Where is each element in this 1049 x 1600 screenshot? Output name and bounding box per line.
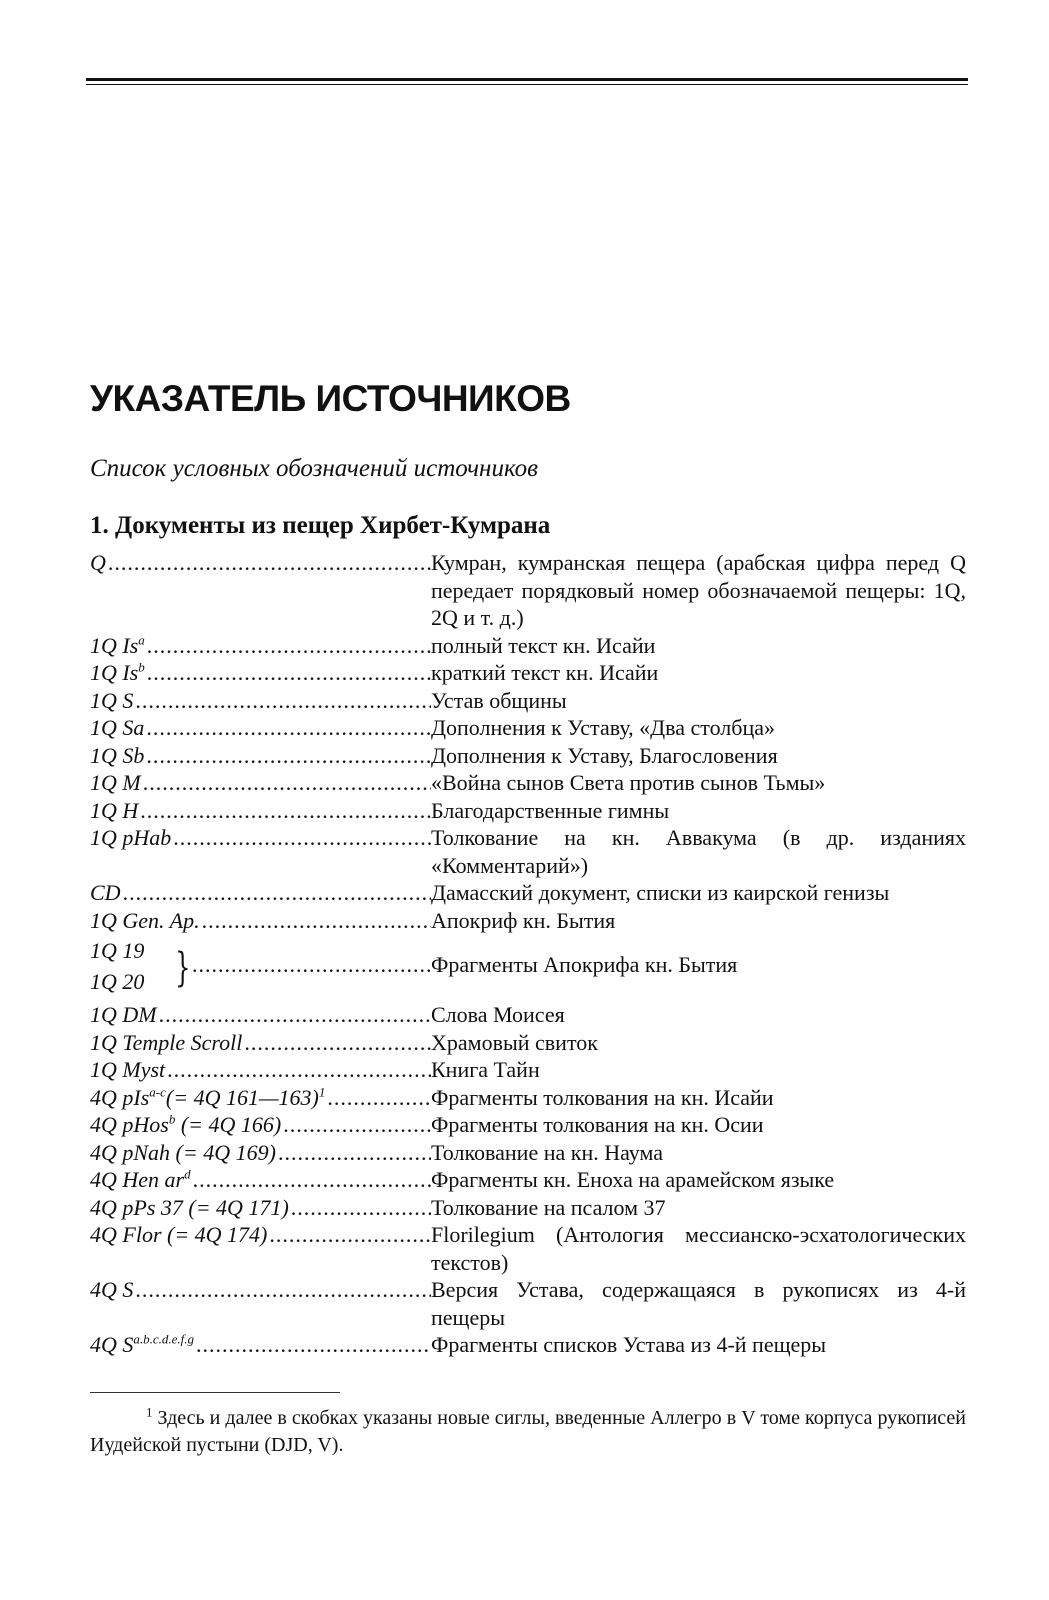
dot-leader xyxy=(291,1194,431,1222)
sigla-entry-siglum-cell xyxy=(90,1139,431,1167)
siglum-description: Florilegium (Антология мессианско-эсхатологических текстов) xyxy=(431,1222,966,1275)
sigla-entry-siglum-cell xyxy=(90,1194,431,1222)
dot-leader xyxy=(244,1029,431,1057)
siglum-text: 4Q pPs 37 (= 4Q 171) xyxy=(90,1194,289,1220)
dot-leader xyxy=(135,1276,431,1331)
page-subtitle: Список условных обозначений источников xyxy=(90,455,539,482)
siglum-description: Дамасский документ, списки из каирской генизы xyxy=(431,880,890,905)
siglum-text: 1Q H xyxy=(90,797,139,823)
sigla-entry-siglum-cell xyxy=(90,687,431,715)
sigla-entry-siglum-cell xyxy=(90,769,431,797)
siglum-description: Фрагменты толкования на кн. Осии xyxy=(431,1112,764,1137)
siglum xyxy=(90,879,123,907)
sigla-entry xyxy=(90,1111,966,1139)
siglum-description: Апокриф кн. Бытия xyxy=(431,907,616,933)
siglum-text: 1Q M xyxy=(90,770,141,795)
siglum-text: Q xyxy=(90,550,106,575)
siglum-description: Слова Моисея xyxy=(431,1002,565,1027)
siglum-description: Толкование на псалом 37 xyxy=(431,1194,666,1220)
siglum xyxy=(90,687,135,715)
siglum-superscript: b xyxy=(168,1111,176,1127)
siglum-text: 4Q pHos xyxy=(90,1112,169,1137)
siglum-text: 1Q Sb xyxy=(90,742,145,768)
siglum xyxy=(90,797,140,825)
siglum-text: 4Q Flor (= 4Q 174) xyxy=(90,1222,268,1247)
siglum-text: 4Q pNah (= 4Q 169) xyxy=(90,1139,276,1165)
siglum-text: 1Q pHab xyxy=(90,825,172,850)
siglum xyxy=(90,714,146,742)
siglum-text: 4Q Hen ar xyxy=(90,1167,185,1192)
siglum-text: 4Q pIs xyxy=(90,1084,150,1110)
sigla-entry xyxy=(90,1221,966,1276)
sigla-entry-siglum-cell xyxy=(90,1276,431,1331)
dot-leader xyxy=(146,714,431,742)
siglum-superscript: b xyxy=(138,659,145,675)
dot-leader xyxy=(278,1139,431,1167)
header-rule-thin xyxy=(86,84,968,85)
siglum-description: краткий текст кн. Исайи xyxy=(431,660,659,685)
sigla-entry xyxy=(90,1029,966,1057)
siglum-description: полный текст кн. Исайи xyxy=(431,632,656,658)
footnote-reference: 1 xyxy=(318,1084,326,1100)
sigla-entry-siglum-cell xyxy=(90,1029,431,1057)
sigla-entry xyxy=(90,797,966,825)
curly-brace: } xyxy=(175,945,191,991)
sigla-entry xyxy=(90,1001,966,1029)
dot-leader xyxy=(202,907,431,935)
siglum-description: Фрагменты списков Устава из 4-й пещеры xyxy=(431,1332,827,1357)
siglum-description: Благодарственные гимны xyxy=(431,797,670,823)
siglum-superscript: a.b.c.d.e.f.g xyxy=(133,1331,195,1347)
sigla-entry-siglum-cell xyxy=(90,937,431,999)
sigla-entry-siglum-cell xyxy=(90,1056,431,1084)
siglum-text: 1Q Is xyxy=(90,632,139,658)
sigla-entry-siglum-cell xyxy=(90,879,431,907)
dot-leader xyxy=(193,1166,431,1194)
sigla-entry xyxy=(90,907,966,935)
dot-leader xyxy=(327,1084,431,1112)
siglum xyxy=(90,632,147,660)
header-rule xyxy=(86,78,968,85)
siglum: 1Q 19 xyxy=(90,938,145,963)
sigla-entry xyxy=(90,1056,966,1084)
siglum xyxy=(90,1331,196,1359)
siglum-text: CD xyxy=(90,880,121,905)
siglum-description: Фрагменты Апокрифа кн. Бытия xyxy=(431,952,738,977)
page-title: УКАЗАТЕЛЬ ИСТОЧНИКОВ xyxy=(90,378,571,419)
dot-leader xyxy=(269,1221,431,1276)
siglum xyxy=(90,742,146,770)
siglum-description: Фрагменты кн. Еноха на арамейском языке xyxy=(431,1167,835,1192)
footnote-text: Здесь и далее в скобках указаны новые сиглы, введенные Аллегро в V томе корпуса рукописей Иудейской пустыни (DJD, V). xyxy=(90,1407,966,1456)
sigla-entry-siglum-cell xyxy=(90,714,431,742)
footnote xyxy=(90,1405,966,1459)
siglum: 1Q 20 xyxy=(90,969,145,994)
siglum xyxy=(90,1029,244,1057)
siglum xyxy=(90,659,147,687)
siglum xyxy=(90,1194,291,1222)
siglum-text: 4Q S xyxy=(90,1332,134,1357)
sigla-entry-siglum-cell xyxy=(90,1166,431,1194)
siglum-superscript: a xyxy=(138,632,145,648)
sigla-group-2 xyxy=(90,1001,966,1359)
siglum-description: Книга Тайн xyxy=(431,1057,540,1082)
sigla-entry xyxy=(90,742,966,770)
siglum-description: Толкование на кн. Аввакума (в др. изданиях «Комментарий») xyxy=(431,825,966,878)
footnote-rule xyxy=(90,1392,340,1393)
sigla-entry xyxy=(90,879,966,907)
siglum xyxy=(90,1001,159,1029)
dot-leader xyxy=(140,797,431,825)
section-heading: 1. Документы из пещер Хирбет-Кумрана xyxy=(90,512,551,539)
siglum-description: Версия Устава, содержащаяся в рукописях из 4-й пещеры xyxy=(431,1277,966,1330)
dot-leader xyxy=(192,951,431,979)
sigla-list xyxy=(90,549,966,1359)
sigla-entry-siglum-cell xyxy=(90,1084,431,1112)
sigla-entry xyxy=(90,1139,966,1167)
dot-leader xyxy=(147,632,431,660)
siglum xyxy=(90,1056,167,1084)
sigla-entry-siglum-cell xyxy=(90,632,431,660)
siglum xyxy=(90,549,108,632)
sigla-entry-siglum-cell xyxy=(90,797,431,825)
dot-leader xyxy=(135,687,431,715)
sigla-entry-brace xyxy=(90,937,966,999)
dot-leader xyxy=(123,879,431,907)
siglum xyxy=(90,1166,193,1194)
dot-leader xyxy=(173,824,431,879)
siglum-description: Дополнения к Уставу, «Два столбца» xyxy=(431,715,776,740)
dot-leader xyxy=(196,1331,431,1359)
siglum xyxy=(90,1139,278,1167)
sigla-entry-siglum-cell xyxy=(90,1331,431,1359)
siglum-text: 1Q S xyxy=(90,687,134,713)
siglum-new-number: (= 4Q 161—163) xyxy=(165,1084,319,1110)
sigla-entry xyxy=(90,1331,966,1359)
siglum xyxy=(90,1084,327,1112)
sigla-entry-siglum-cell xyxy=(90,1221,431,1276)
sigla-entry xyxy=(90,769,966,797)
siglum xyxy=(90,1111,283,1139)
siglum-description: Фрагменты толкования на кн. Исайи xyxy=(431,1084,774,1110)
sigla-entry xyxy=(90,1194,966,1222)
sigla-entry-siglum-cell xyxy=(90,1001,431,1029)
sigla-entry xyxy=(90,632,966,660)
dot-leader xyxy=(147,659,431,687)
sigla-entry-siglum-cell xyxy=(90,1111,431,1139)
siglum-new-number: (= 4Q 166) xyxy=(175,1112,282,1137)
sigla-entry xyxy=(90,714,966,742)
siglum-text: 1Q Is xyxy=(90,660,139,685)
dot-leader xyxy=(283,1111,431,1139)
siglum xyxy=(90,1221,269,1276)
sigla-group-1 xyxy=(90,549,966,934)
siglum-description: «Война сынов Света против сынов Тьмы» xyxy=(431,770,826,795)
sigla-entry xyxy=(90,1084,966,1112)
siglum-description: Устав общины xyxy=(431,687,567,713)
siglum-text: 1Q DM xyxy=(90,1002,157,1027)
siglum-superscript: d xyxy=(184,1166,191,1182)
siglum-description: Храмовый свиток xyxy=(431,1029,598,1055)
sigla-entry xyxy=(90,549,966,632)
siglum xyxy=(90,907,202,935)
siglum-text: 1Q Temple Scroll xyxy=(90,1029,243,1055)
sigla-entry xyxy=(90,824,966,879)
siglum-description: Толкование на кн. Наума xyxy=(431,1139,663,1165)
header-rule-thick xyxy=(86,78,968,81)
siglum xyxy=(90,824,173,879)
dot-leader xyxy=(167,1056,431,1084)
sigla-entry xyxy=(90,1276,966,1331)
siglum-superscript: a-c xyxy=(149,1084,166,1100)
siglum-text: 1Q Gen. Ap. xyxy=(90,907,200,933)
siglum xyxy=(90,769,143,797)
sigla-entry-siglum-cell xyxy=(90,742,431,770)
siglum-description: Дополнения к Уставу, Благословения xyxy=(431,742,778,768)
siglum xyxy=(90,1276,135,1331)
dot-leader xyxy=(143,769,431,797)
sigla-entry xyxy=(90,687,966,715)
footnote-mark: 1 xyxy=(146,1404,153,1420)
dot-leader xyxy=(146,742,431,770)
sigla-entry xyxy=(90,659,966,687)
sigla-entry-siglum-cell xyxy=(90,659,431,687)
siglum-description: Кумран, кумранская пещера (арабская цифра перед Q передает порядковый номер обозначаемой пещеры: 1Q, 2Q и т. д.) xyxy=(431,550,966,630)
sigla-entry xyxy=(90,1166,966,1194)
siglum-text: 4Q S xyxy=(90,1277,134,1302)
siglum-text: 1Q Myst xyxy=(90,1057,166,1082)
siglum-text: 1Q Sa xyxy=(90,715,145,740)
sigla-entry-siglum-cell xyxy=(90,824,431,879)
dot-leader xyxy=(108,549,431,632)
sigla-entry-siglum-cell xyxy=(90,907,431,935)
sigla-entry-siglum-cell xyxy=(90,549,431,632)
dot-leader xyxy=(159,1001,431,1029)
